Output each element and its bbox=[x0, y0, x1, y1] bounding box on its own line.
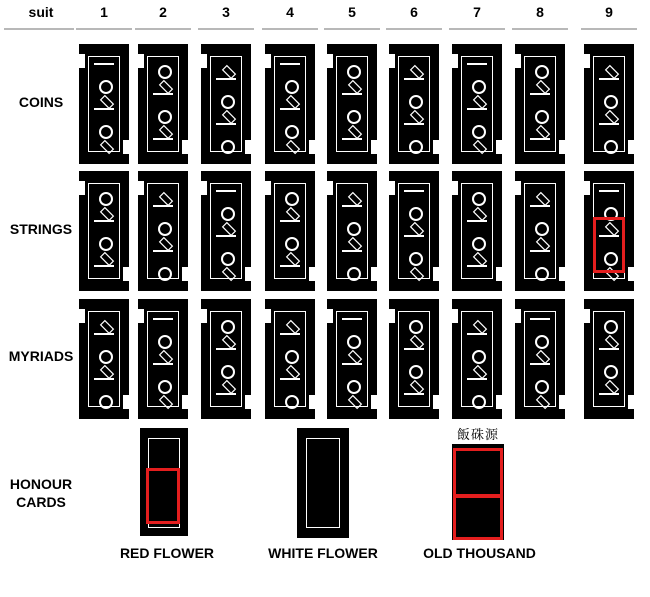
card-frame bbox=[593, 311, 625, 407]
row-label-honour bbox=[0, 475, 82, 511]
coins-card-1[interactable] bbox=[79, 44, 129, 164]
coins-card-3[interactable] bbox=[201, 44, 251, 164]
card-notch bbox=[383, 309, 395, 323]
myriads-card-5[interactable] bbox=[327, 299, 377, 419]
row-label-coins: COINS bbox=[18, 94, 64, 110]
card-notch bbox=[182, 267, 194, 281]
card-frame bbox=[274, 311, 306, 407]
red-flower-highlight bbox=[146, 468, 180, 524]
row-label-strings: STRINGS bbox=[9, 221, 73, 237]
coins-pattern bbox=[339, 59, 365, 149]
card-notch bbox=[371, 140, 383, 154]
card-frame bbox=[210, 311, 242, 407]
strings-pattern bbox=[91, 186, 117, 276]
card-notch bbox=[182, 140, 194, 154]
card-notch bbox=[182, 395, 194, 409]
coins-card-7[interactable] bbox=[452, 44, 502, 164]
column-header-2: 2 bbox=[159, 4, 167, 20]
card-notch bbox=[321, 181, 333, 195]
card-notch bbox=[132, 181, 144, 195]
card-frame bbox=[147, 56, 179, 152]
card-notch bbox=[509, 54, 521, 68]
old-thousand-highlight-top bbox=[453, 448, 503, 498]
coins-card-9[interactable] bbox=[584, 44, 634, 164]
myriads-pattern bbox=[339, 314, 365, 404]
old-thousand-card[interactable] bbox=[452, 428, 504, 540]
myriads-card-8[interactable] bbox=[515, 299, 565, 419]
card-frame bbox=[461, 311, 493, 407]
strings-card-1[interactable] bbox=[79, 171, 129, 291]
card-notch bbox=[628, 267, 640, 281]
old-thousand-label: OLD THOUSAND bbox=[423, 545, 536, 561]
myriads-card-1[interactable] bbox=[79, 299, 129, 419]
strings-card-6[interactable] bbox=[389, 171, 439, 291]
column-rule-6 bbox=[386, 28, 442, 30]
card-frame bbox=[461, 56, 493, 152]
card-notch bbox=[321, 54, 333, 68]
card-notch bbox=[628, 395, 640, 409]
card-frame bbox=[88, 311, 120, 407]
red-flower-card[interactable] bbox=[140, 428, 188, 536]
card-frame bbox=[524, 183, 556, 279]
myriads-pattern bbox=[596, 314, 622, 404]
card-frame bbox=[593, 56, 625, 152]
card-notch bbox=[446, 181, 458, 195]
coins-pattern bbox=[277, 59, 303, 149]
card-frame bbox=[274, 56, 306, 152]
card-notch bbox=[195, 309, 207, 323]
card-notch bbox=[309, 267, 321, 281]
card-notch bbox=[559, 395, 571, 409]
card-notch bbox=[433, 140, 445, 154]
strings-9-highlight bbox=[593, 217, 625, 273]
coins-pattern bbox=[596, 59, 622, 149]
suit-header: suit bbox=[28, 4, 54, 20]
card-frame bbox=[398, 56, 430, 152]
myriads-card-6[interactable] bbox=[389, 299, 439, 419]
card-notch bbox=[259, 181, 271, 195]
card-notch bbox=[259, 54, 271, 68]
column-header-9: 9 bbox=[605, 4, 613, 20]
strings-pattern bbox=[150, 186, 176, 276]
coins-pattern bbox=[527, 59, 553, 149]
card-notch bbox=[195, 54, 207, 68]
card-notch bbox=[371, 395, 383, 409]
strings-pattern bbox=[213, 186, 239, 276]
coins-card-4[interactable] bbox=[265, 44, 315, 164]
strings-card-8[interactable] bbox=[515, 171, 565, 291]
strings-card-7[interactable] bbox=[452, 171, 502, 291]
card-frame bbox=[88, 183, 120, 279]
red-flower-label: RED FLOWER bbox=[119, 545, 215, 561]
old-thousand-seal: 飯硃源 bbox=[450, 428, 506, 444]
myriads-card-7[interactable] bbox=[452, 299, 502, 419]
strings-pattern bbox=[464, 186, 490, 276]
card-notch bbox=[383, 54, 395, 68]
card-frame bbox=[210, 56, 242, 152]
old-thousand-highlight-bottom bbox=[453, 494, 503, 540]
card-notch bbox=[123, 395, 135, 409]
column-rule-5 bbox=[324, 28, 380, 30]
column-rule-2 bbox=[135, 28, 191, 30]
column-header-6: 6 bbox=[410, 4, 418, 20]
honour-label-line1: HONOUR bbox=[9, 476, 73, 492]
myriads-pattern bbox=[277, 314, 303, 404]
card-notch bbox=[383, 181, 395, 195]
card-frame bbox=[147, 183, 179, 279]
column-header-8: 8 bbox=[536, 4, 544, 20]
coins-card-5[interactable] bbox=[327, 44, 377, 164]
card-notch bbox=[309, 140, 321, 154]
card-notch bbox=[496, 395, 508, 409]
card-notch bbox=[446, 54, 458, 68]
card-notch bbox=[559, 267, 571, 281]
card-notch bbox=[578, 181, 590, 195]
card-notch bbox=[578, 309, 590, 323]
myriads-card-3[interactable] bbox=[201, 299, 251, 419]
card-frame bbox=[398, 183, 430, 279]
card-notch bbox=[132, 309, 144, 323]
card-notch bbox=[628, 140, 640, 154]
card-notch bbox=[309, 395, 321, 409]
strings-card-3[interactable] bbox=[201, 171, 251, 291]
coins-pattern bbox=[464, 59, 490, 149]
card-notch bbox=[245, 267, 257, 281]
column-rule-7 bbox=[449, 28, 505, 30]
coins-card-8[interactable] bbox=[515, 44, 565, 164]
card-notch bbox=[433, 267, 445, 281]
card-frame bbox=[210, 183, 242, 279]
honour-label-line2: CARDS bbox=[16, 494, 66, 510]
white-flower-card[interactable] bbox=[297, 428, 349, 538]
card-frame bbox=[274, 183, 306, 279]
card-notch bbox=[123, 267, 135, 281]
card-notch bbox=[245, 395, 257, 409]
card-notch bbox=[73, 309, 85, 323]
header-rule bbox=[4, 28, 74, 30]
card-notch bbox=[371, 267, 383, 281]
column-header-5: 5 bbox=[348, 4, 356, 20]
card-frame bbox=[336, 56, 368, 152]
card-notch bbox=[509, 181, 521, 195]
strings-card-5[interactable] bbox=[327, 171, 377, 291]
card-notch bbox=[433, 395, 445, 409]
card-notch bbox=[123, 140, 135, 154]
card-notch bbox=[578, 54, 590, 68]
strings-card-4[interactable] bbox=[265, 171, 315, 291]
card-notch bbox=[132, 54, 144, 68]
myriads-pattern bbox=[213, 314, 239, 404]
card-frame bbox=[336, 311, 368, 407]
column-rule-1 bbox=[76, 28, 132, 30]
column-header-1: 1 bbox=[100, 4, 108, 20]
card-frame bbox=[461, 183, 493, 279]
coins-pattern bbox=[91, 59, 117, 149]
column-rule-9 bbox=[581, 28, 637, 30]
myriads-pattern bbox=[91, 314, 117, 404]
myriads-pattern bbox=[527, 314, 553, 404]
coins-pattern bbox=[401, 59, 427, 149]
card-notch bbox=[195, 181, 207, 195]
card-frame bbox=[147, 311, 179, 407]
card-notch bbox=[559, 140, 571, 154]
card-notch bbox=[245, 140, 257, 154]
card-frame bbox=[398, 311, 430, 407]
strings-pattern bbox=[401, 186, 427, 276]
coins-pattern bbox=[213, 59, 239, 149]
card-frame bbox=[336, 183, 368, 279]
coins-card-6[interactable] bbox=[389, 44, 439, 164]
card-notch bbox=[509, 309, 521, 323]
strings-pattern bbox=[527, 186, 553, 276]
card-notch bbox=[321, 309, 333, 323]
row-label-myriads: MYRIADS bbox=[8, 348, 74, 364]
card-notch bbox=[496, 267, 508, 281]
myriads-card-4[interactable] bbox=[265, 299, 315, 419]
myriads-pattern bbox=[150, 314, 176, 404]
strings-card-2[interactable] bbox=[138, 171, 188, 291]
myriads-card-2[interactable] bbox=[138, 299, 188, 419]
column-header-7: 7 bbox=[473, 4, 481, 20]
myriads-pattern bbox=[464, 314, 490, 404]
column-rule-4 bbox=[262, 28, 318, 30]
coins-pattern bbox=[150, 59, 176, 149]
card-notch bbox=[496, 140, 508, 154]
column-header-4: 4 bbox=[286, 4, 294, 20]
column-rule-3 bbox=[198, 28, 254, 30]
card-notch bbox=[446, 309, 458, 323]
card-frame bbox=[524, 311, 556, 407]
card-notch bbox=[73, 181, 85, 195]
strings-pattern bbox=[277, 186, 303, 276]
white-flower-label: WHITE FLOWER bbox=[268, 545, 378, 561]
card-notch bbox=[73, 54, 85, 68]
card-notch bbox=[259, 309, 271, 323]
card-frame bbox=[524, 56, 556, 152]
myriads-pattern bbox=[401, 314, 427, 404]
column-header-3: 3 bbox=[222, 4, 230, 20]
coins-card-2[interactable] bbox=[138, 44, 188, 164]
myriads-card-9[interactable] bbox=[584, 299, 634, 419]
card-frame bbox=[88, 56, 120, 152]
column-rule-8 bbox=[512, 28, 568, 30]
strings-pattern bbox=[339, 186, 365, 276]
